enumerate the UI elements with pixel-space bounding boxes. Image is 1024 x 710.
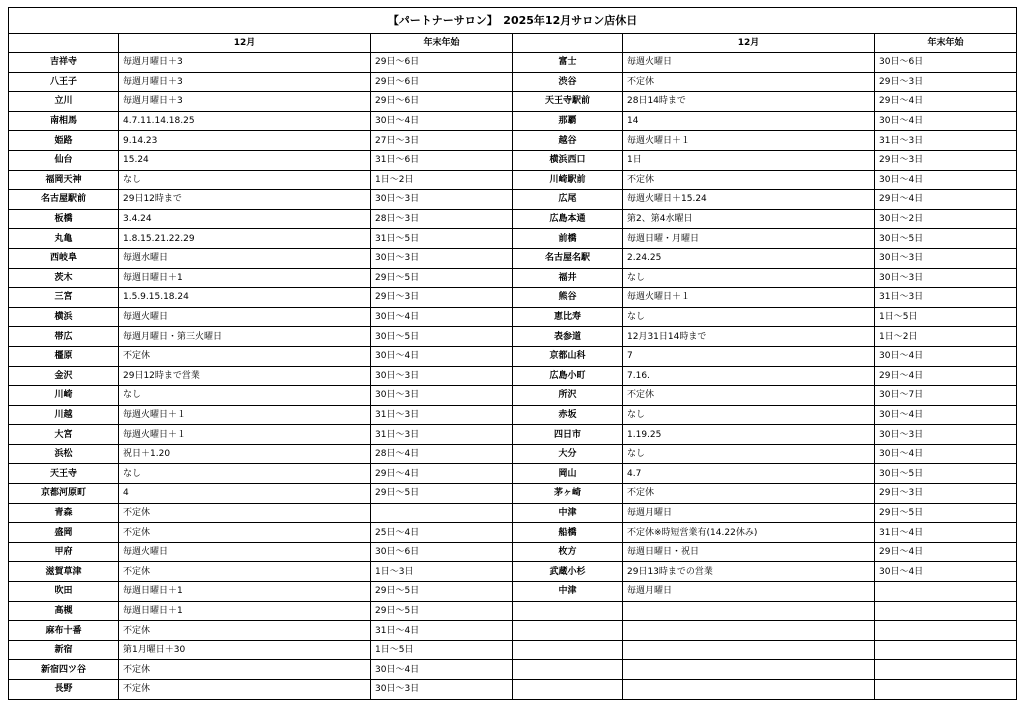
december-closure-left: 29日12時まで xyxy=(119,190,371,210)
new-year-closure-right: 30日～3日 xyxy=(875,268,1017,288)
december-closure-right xyxy=(623,621,875,641)
december-closure-left: 1.5.9.15.18.24 xyxy=(119,288,371,308)
store-name-right: 越谷 xyxy=(513,131,623,151)
table-row xyxy=(9,503,1017,523)
store-name-left: 新宿四ツ谷 xyxy=(9,660,119,680)
december-closure-left: 第1月曜日＋30 xyxy=(119,640,371,660)
december-closure-right: 毎週火曜日＋１ xyxy=(623,131,875,151)
store-name-left: 高槻 xyxy=(9,601,119,621)
header-new-year-left: 年末年始 xyxy=(371,34,513,53)
table-row xyxy=(9,229,1017,249)
store-name-right: 福井 xyxy=(513,268,623,288)
store-name-right: 前橋 xyxy=(513,229,623,249)
december-closure-right: 29日13時までの営業 xyxy=(623,562,875,582)
store-name-left: 八王子 xyxy=(9,72,119,92)
december-closure-left: 毎週月曜日・第三火曜日 xyxy=(119,327,371,347)
new-year-closure-left: 31日～5日 xyxy=(371,229,513,249)
store-name-right: 大分 xyxy=(513,444,623,464)
store-name-right: 恵比寿 xyxy=(513,307,623,327)
store-name-right: 武蔵小杉 xyxy=(513,562,623,582)
december-closure-left: 毎週火曜日＋１ xyxy=(119,425,371,445)
new-year-closure-left: 30日～4日 xyxy=(371,307,513,327)
december-closure-left: 不定休 xyxy=(119,660,371,680)
new-year-closure-left: 31日～3日 xyxy=(371,425,513,445)
new-year-closure-right: 29日～3日 xyxy=(875,72,1017,92)
december-closure-right: 14 xyxy=(623,111,875,131)
store-name-left: 南相馬 xyxy=(9,111,119,131)
new-year-closure-right: 29日～4日 xyxy=(875,366,1017,386)
new-year-closure-left: 31日～4日 xyxy=(371,621,513,641)
store-name-left: 浜松 xyxy=(9,444,119,464)
december-closure-right: 1.19.25 xyxy=(623,425,875,445)
december-closure-left: 不定休 xyxy=(119,523,371,543)
december-closure-left: 毎週火曜日＋１ xyxy=(119,405,371,425)
december-closure-left: 4 xyxy=(119,484,371,504)
new-year-closure-right: 30日～6日 xyxy=(875,53,1017,73)
new-year-closure-right: 30日～3日 xyxy=(875,425,1017,445)
new-year-closure-left: 28日～4日 xyxy=(371,444,513,464)
december-closure-right: 12月31日14時まで xyxy=(623,327,875,347)
new-year-closure-left: 29日～5日 xyxy=(371,601,513,621)
table-row xyxy=(9,248,1017,268)
table-title: 【パートナーサロン】 2025年12月サロン店休日 xyxy=(9,8,1017,34)
december-closure-right: 不定休 xyxy=(623,386,875,406)
december-closure-left: 毎週月曜日＋3 xyxy=(119,53,371,73)
december-closure-right: 毎週月曜日 xyxy=(623,503,875,523)
store-name-left: 立川 xyxy=(9,92,119,112)
store-name-right: 広島小町 xyxy=(513,366,623,386)
new-year-closure-right: 30日～4日 xyxy=(875,170,1017,190)
store-name-right: 赤坂 xyxy=(513,405,623,425)
table-row xyxy=(9,92,1017,112)
table-row xyxy=(9,523,1017,543)
new-year-closure-left: 30日～3日 xyxy=(371,680,513,700)
store-name-left: 吉祥寺 xyxy=(9,53,119,73)
store-name-right: 中津 xyxy=(513,503,623,523)
new-year-closure-right: 29日～3日 xyxy=(875,150,1017,170)
store-name-right: 四日市 xyxy=(513,425,623,445)
december-closure-left: 不定休 xyxy=(119,680,371,700)
december-closure-right: 不定休 xyxy=(623,170,875,190)
new-year-closure-right: 30日～3日 xyxy=(875,248,1017,268)
new-year-closure-left: 30日～3日 xyxy=(371,386,513,406)
table-row xyxy=(9,209,1017,229)
december-closure-right: 1日 xyxy=(623,150,875,170)
new-year-closure-left: 25日～4日 xyxy=(371,523,513,543)
new-year-closure-right: 1日～5日 xyxy=(875,307,1017,327)
store-name-right: 渋谷 xyxy=(513,72,623,92)
december-closure-left: 9.14.23 xyxy=(119,131,371,151)
table-row xyxy=(9,307,1017,327)
december-closure-left: 祝日＋1.20 xyxy=(119,444,371,464)
table-row xyxy=(9,464,1017,484)
december-closure-left: 29日12時まで営業 xyxy=(119,366,371,386)
table-row xyxy=(9,190,1017,210)
new-year-closure-right: 30日～2日 xyxy=(875,209,1017,229)
new-year-closure-right: 30日～4日 xyxy=(875,405,1017,425)
table-row xyxy=(9,268,1017,288)
new-year-closure-right xyxy=(875,640,1017,660)
new-year-closure-left: 29日～5日 xyxy=(371,582,513,602)
december-closure-left: なし xyxy=(119,464,371,484)
december-closure-right: なし xyxy=(623,405,875,425)
december-closure-right: 第2、第4水曜日 xyxy=(623,209,875,229)
store-name-left: 吹田 xyxy=(9,582,119,602)
new-year-closure-left: 29日～5日 xyxy=(371,484,513,504)
december-closure-right: 毎週火曜日＋15.24 xyxy=(623,190,875,210)
store-name-left: 京都河原町 xyxy=(9,484,119,504)
table-row xyxy=(9,327,1017,347)
december-closure-right: 毎週月曜日 xyxy=(623,582,875,602)
new-year-closure-left: 29日～4日 xyxy=(371,464,513,484)
new-year-closure-right xyxy=(875,601,1017,621)
header-december-right: 12月 xyxy=(623,34,875,53)
new-year-closure-left xyxy=(371,503,513,523)
store-name-left: 西岐阜 xyxy=(9,248,119,268)
store-name-left: 横浜 xyxy=(9,307,119,327)
table-row xyxy=(9,601,1017,621)
december-closure-right: 28日14時まで xyxy=(623,92,875,112)
store-name-right: 熊谷 xyxy=(513,288,623,308)
store-name-left: 三宮 xyxy=(9,288,119,308)
december-closure-right: 不定休 xyxy=(623,484,875,504)
december-closure-right: 毎週日曜日・祝日 xyxy=(623,542,875,562)
new-year-closure-left: 30日～6日 xyxy=(371,542,513,562)
december-closure-right: 7 xyxy=(623,346,875,366)
new-year-closure-left: 29日～6日 xyxy=(371,92,513,112)
table-row xyxy=(9,386,1017,406)
new-year-closure-right: 30日～4日 xyxy=(875,444,1017,464)
store-name-right: 岡山 xyxy=(513,464,623,484)
new-year-closure-right: 29日～4日 xyxy=(875,92,1017,112)
new-year-closure-left: 1日～2日 xyxy=(371,170,513,190)
store-name-left: 麻布十番 xyxy=(9,621,119,641)
december-closure-left: 毎週月曜日＋3 xyxy=(119,72,371,92)
table-row xyxy=(9,640,1017,660)
new-year-closure-left: 31日～6日 xyxy=(371,150,513,170)
store-name-right xyxy=(513,660,623,680)
table-row xyxy=(9,72,1017,92)
closure-schedule-table xyxy=(8,7,1017,700)
december-closure-left: 毎週火曜日 xyxy=(119,307,371,327)
december-closure-right xyxy=(623,640,875,660)
store-name-left: 川崎 xyxy=(9,386,119,406)
december-closure-right: 7.16. xyxy=(623,366,875,386)
store-name-left: 青森 xyxy=(9,503,119,523)
table-row xyxy=(9,562,1017,582)
december-closure-left: 毎週日曜日＋1 xyxy=(119,582,371,602)
store-name-right: 広島本通 xyxy=(513,209,623,229)
new-year-closure-right: 30日～7日 xyxy=(875,386,1017,406)
december-closure-right: 2.24.25 xyxy=(623,248,875,268)
store-name-left: 川越 xyxy=(9,405,119,425)
table-row xyxy=(9,582,1017,602)
table-row xyxy=(9,680,1017,700)
december-closure-left: 15.24 xyxy=(119,150,371,170)
header-store-right xyxy=(513,34,623,53)
new-year-closure-right: 30日～4日 xyxy=(875,562,1017,582)
new-year-closure-left: 30日～3日 xyxy=(371,190,513,210)
table-row xyxy=(9,53,1017,73)
store-name-right: 所沢 xyxy=(513,386,623,406)
new-year-closure-left: 28日～3日 xyxy=(371,209,513,229)
new-year-closure-left: 31日～3日 xyxy=(371,405,513,425)
store-name-left: 仙台 xyxy=(9,150,119,170)
table-row xyxy=(9,425,1017,445)
december-closure-left: 不定休 xyxy=(119,562,371,582)
table-row xyxy=(9,111,1017,131)
store-name-left: 姫路 xyxy=(9,131,119,151)
store-name-left: 大宮 xyxy=(9,425,119,445)
new-year-closure-right: 29日～4日 xyxy=(875,190,1017,210)
table-row xyxy=(9,660,1017,680)
new-year-closure-right: 31日～4日 xyxy=(875,523,1017,543)
store-name-right: 中津 xyxy=(513,582,623,602)
store-name-left: 板橋 xyxy=(9,209,119,229)
header-new-year-right: 年末年始 xyxy=(875,34,1017,53)
store-name-right: 天王寺駅前 xyxy=(513,92,623,112)
header-december-left: 12月 xyxy=(119,34,371,53)
new-year-closure-right: 29日～3日 xyxy=(875,484,1017,504)
store-name-left: 金沢 xyxy=(9,366,119,386)
december-closure-left: 1.8.15.21.22.29 xyxy=(119,229,371,249)
december-closure-right: 毎週日曜・月曜日 xyxy=(623,229,875,249)
store-name-right: 横浜西口 xyxy=(513,150,623,170)
new-year-closure-right: 30日～5日 xyxy=(875,229,1017,249)
new-year-closure-right: 31日～3日 xyxy=(875,131,1017,151)
new-year-closure-left: 29日～6日 xyxy=(371,53,513,73)
december-closure-right: なし xyxy=(623,268,875,288)
store-name-left: 茨木 xyxy=(9,268,119,288)
table-row xyxy=(9,346,1017,366)
store-name-right: 京都山科 xyxy=(513,346,623,366)
new-year-closure-left: 30日～4日 xyxy=(371,111,513,131)
new-year-closure-left: 27日～3日 xyxy=(371,131,513,151)
store-name-left: 滋賀草津 xyxy=(9,562,119,582)
store-name-right xyxy=(513,621,623,641)
table-row xyxy=(9,542,1017,562)
december-closure-left: なし xyxy=(119,170,371,190)
december-closure-left: 毎週水曜日 xyxy=(119,248,371,268)
store-name-right xyxy=(513,601,623,621)
header-store-left xyxy=(9,34,119,53)
store-name-left: 橿原 xyxy=(9,346,119,366)
december-closure-right: 4.7 xyxy=(623,464,875,484)
december-closure-right: なし xyxy=(623,444,875,464)
table-row xyxy=(9,150,1017,170)
new-year-closure-right: 29日～4日 xyxy=(875,542,1017,562)
table-row xyxy=(9,405,1017,425)
new-year-closure-right xyxy=(875,621,1017,641)
december-closure-right: なし xyxy=(623,307,875,327)
december-closure-left: なし xyxy=(119,386,371,406)
table-row xyxy=(9,131,1017,151)
december-closure-left: 3.4.24 xyxy=(119,209,371,229)
new-year-closure-left: 30日～3日 xyxy=(371,366,513,386)
december-closure-left: 毎週日曜日＋1 xyxy=(119,601,371,621)
table-row xyxy=(9,444,1017,464)
store-name-left: 福岡天神 xyxy=(9,170,119,190)
december-closure-right: 毎週火曜日 xyxy=(623,53,875,73)
store-name-right: 茅ヶ崎 xyxy=(513,484,623,504)
new-year-closure-right: 1日～2日 xyxy=(875,327,1017,347)
store-name-right: 広尾 xyxy=(513,190,623,210)
december-closure-left: 毎週月曜日＋3 xyxy=(119,92,371,112)
december-closure-left: 毎週火曜日 xyxy=(119,542,371,562)
new-year-closure-left: 1日～5日 xyxy=(371,640,513,660)
store-name-right: 名古屋名駅 xyxy=(513,248,623,268)
new-year-closure-left: 29日～5日 xyxy=(371,268,513,288)
december-closure-right xyxy=(623,660,875,680)
store-name-right: 枚方 xyxy=(513,542,623,562)
store-name-right: 川崎駅前 xyxy=(513,170,623,190)
december-closure-left: 不定休 xyxy=(119,621,371,641)
december-closure-right: 不定休 xyxy=(623,72,875,92)
new-year-closure-left: 29日～6日 xyxy=(371,72,513,92)
december-closure-right: 不定休※時短営業有(14.22休み) xyxy=(623,523,875,543)
new-year-closure-left: 30日～5日 xyxy=(371,327,513,347)
new-year-closure-right xyxy=(875,582,1017,602)
december-closure-left: 不定休 xyxy=(119,503,371,523)
december-closure-right xyxy=(623,601,875,621)
new-year-closure-right xyxy=(875,660,1017,680)
store-name-left: 名古屋駅前 xyxy=(9,190,119,210)
store-name-right xyxy=(513,680,623,700)
new-year-closure-left: 29日～3日 xyxy=(371,288,513,308)
store-name-right: 表参道 xyxy=(513,327,623,347)
december-closure-left: 不定休 xyxy=(119,346,371,366)
store-name-left: 天王寺 xyxy=(9,464,119,484)
store-name-left: 盛岡 xyxy=(9,523,119,543)
store-name-left: 丸亀 xyxy=(9,229,119,249)
december-closure-right: 毎週火曜日＋１ xyxy=(623,288,875,308)
store-name-left: 長野 xyxy=(9,680,119,700)
table-row xyxy=(9,170,1017,190)
store-name-right xyxy=(513,640,623,660)
new-year-closure-right xyxy=(875,680,1017,700)
new-year-closure-left: 30日～3日 xyxy=(371,248,513,268)
december-closure-left: 毎週日曜日＋1 xyxy=(119,268,371,288)
december-closure-left: 4.7.11.14.18.25 xyxy=(119,111,371,131)
new-year-closure-left: 1日～3日 xyxy=(371,562,513,582)
table-row xyxy=(9,366,1017,386)
store-name-right: 那覇 xyxy=(513,111,623,131)
store-name-right: 船橋 xyxy=(513,523,623,543)
table-row xyxy=(9,288,1017,308)
new-year-closure-right: 30日～4日 xyxy=(875,111,1017,131)
new-year-closure-right: 29日～5日 xyxy=(875,503,1017,523)
store-name-left: 帯広 xyxy=(9,327,119,347)
store-name-right: 富士 xyxy=(513,53,623,73)
table-row xyxy=(9,484,1017,504)
new-year-closure-left: 30日～4日 xyxy=(371,346,513,366)
new-year-closure-right: 30日～4日 xyxy=(875,346,1017,366)
store-name-left: 新宿 xyxy=(9,640,119,660)
new-year-closure-right: 31日～3日 xyxy=(875,288,1017,308)
store-name-left: 甲府 xyxy=(9,542,119,562)
new-year-closure-right: 30日～5日 xyxy=(875,464,1017,484)
new-year-closure-left: 30日～4日 xyxy=(371,660,513,680)
december-closure-right xyxy=(623,680,875,700)
table-row xyxy=(9,621,1017,641)
